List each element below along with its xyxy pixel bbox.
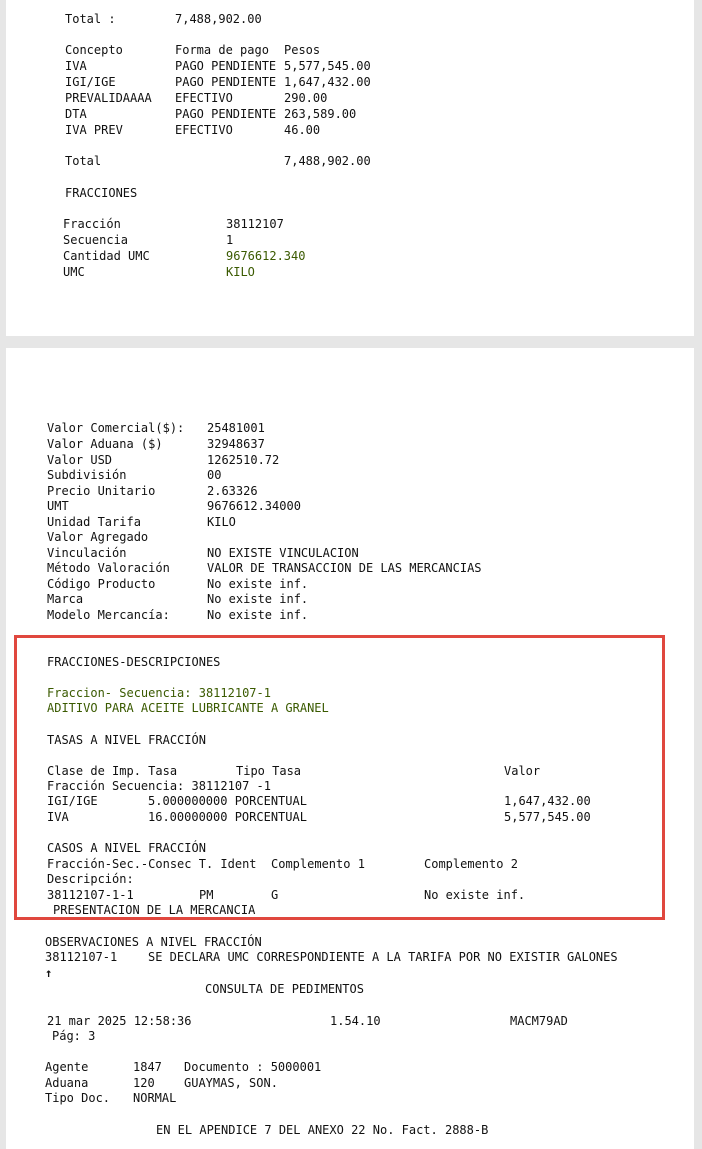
col-concepto: Concepto [65,43,123,57]
total-top-value: 7,488,902.00 [175,12,262,26]
agente-value: 1847 [133,1060,162,1074]
field-value: 32948637 [207,437,265,451]
umc-value: KILO [226,265,255,279]
forma-pago-cell: EFECTIVO [175,91,233,105]
tasas-header-tipo: Tipo Tasa [236,764,302,778]
field-label: Código Producto [47,577,156,591]
arrow-up-icon: ↑ [45,966,53,980]
concepto-cell: PREVALIDAAAA [65,91,152,105]
observacion-id: 38112107-1 [45,950,118,964]
caso-id: 38112107-1-1 [47,888,134,902]
total-top-label: Total : [65,12,116,26]
usuario: MACM79AD [510,1014,568,1028]
total-value: 7,488,902.00 [284,154,371,168]
observacion-text: SE DECLARA UMC CORRESPONDIENTE A LA TARIFA POR NO EXISTIR GALONES [148,950,618,964]
forma-pago-cell: PAGO PENDIENTE [175,107,277,121]
documento: Documento : 5000001 [184,1060,322,1074]
tasa-imp: IGI/IGE [47,794,98,808]
forma-pago-cell: PAGO PENDIENTE [175,59,277,73]
aduana-label: Aduana [45,1076,89,1090]
col-pesos: Pesos [284,43,321,57]
tasas-title: TASAS A NIVEL FRACCIÓN [47,733,206,747]
field-label: Vinculación [47,546,127,560]
casos-header-c1: Complemento 1 [271,857,365,871]
aduana-num: 120 [133,1076,155,1090]
field-value: 9676612.34000 [207,499,301,513]
caso-tipo-ident: PM [199,888,214,902]
presentacion-text: PRESENTACION DE LA MERCANCIA [53,903,256,917]
field-label: Método Valoración [47,561,170,575]
field-label: Valor Comercial($): [47,421,185,435]
field-value: VALOR DE TRANSACCION DE LAS MERCANCIAS [207,561,482,575]
casos-header-c2: Complemento 2 [424,857,518,871]
field-label: UMT [47,499,69,513]
field-value: No existe inf. [207,592,309,606]
pesos-cell: 5,577,545.00 [284,59,371,73]
tasa-tipo: 5.000000000 PORCENTUAL [148,794,307,808]
umc-label: UMC [63,265,85,279]
fraccion-value: 38112107 [226,217,284,231]
fracciones-title: FRACCIONES [65,186,138,200]
field-label: Precio Unitario [47,484,156,498]
concepto-cell: IVA PREV [65,123,123,137]
tipo-doc-value: NORMAL [133,1091,177,1105]
field-value: 1262510.72 [207,453,280,467]
observaciones-title: OBSERVACIONES A NIVEL FRACCIÓN [45,935,262,949]
field-label: Unidad Tarifa [47,515,141,529]
aduana-name: GUAYMAS, SON. [184,1076,278,1090]
field-value: 2.63326 [207,484,258,498]
concepto-cell: IVA [65,59,87,73]
field-value: NO EXISTE VINCULACION [207,546,359,560]
col-forma-pago: Forma de pago [175,43,269,57]
fraccion-secuencia-line: Fracción Secuencia: 38112107 -1 [47,779,271,793]
tipo-doc-label: Tipo Doc. [45,1091,111,1105]
secuencia-value: 1 [226,233,234,247]
concepto-cell: DTA [65,107,87,121]
pesos-cell: 263,589.00 [284,107,357,121]
casos-header-ident: Fracción-Sec.-Consec T. Ident [47,857,257,871]
field-value: 00 [207,468,222,482]
total-label: Total [65,154,102,168]
agente-label: Agente [45,1060,89,1074]
pesos-cell: 1,647,432.00 [284,75,371,89]
cantidad-umc-label: Cantidad UMC [63,249,150,263]
aditivo-desc: ADITIVO PARA ACEITE LUBRICANTE A GRANEL [47,701,329,715]
concepto-cell: IGI/IGE [65,75,116,89]
caso-complemento1: G [271,888,279,902]
cantidad-umc-value: 9676612.340 [226,249,306,263]
casos-title: CASOS A NIVEL FRACCIÓN [47,841,206,855]
footer-text: EN EL APENDICE 7 DEL ANEXO 22 No. Fact. 2888-B [156,1123,489,1137]
field-label: Valor USD [47,453,113,467]
field-value: No existe inf. [207,577,309,591]
caso-complemento2: No existe inf. [424,888,526,902]
field-label: Valor Agregado [47,530,149,544]
tasa-valor: 1,647,432.00 [504,794,591,808]
fecha-hora: 21 mar 2025 12:58:36 [47,1014,192,1028]
pesos-cell: 46.00 [284,123,321,137]
field-value: 25481001 [207,421,265,435]
pagina: Pág: 3 [52,1029,96,1043]
tasa-imp: IVA [47,810,69,824]
tasas-header-clase: Clase de Imp. Tasa [47,764,178,778]
field-label: Subdivisión [47,468,127,482]
field-value: No existe inf. [207,608,309,622]
secuencia-label: Secuencia [63,233,129,247]
version: 1.54.10 [330,1014,381,1028]
field-label: Marca [47,592,84,606]
tasas-header-valor: Valor [504,764,541,778]
field-label: Valor Aduana ($) [47,437,163,451]
fraccion-secuencia: Fraccion- Secuencia: 38112107-1 [47,686,271,700]
forma-pago-cell: EFECTIVO [175,123,233,137]
field-value: KILO [207,515,236,529]
consulta-title: CONSULTA DE PEDIMENTOS [205,982,364,996]
tasa-valor: 5,577,545.00 [504,810,591,824]
pesos-cell: 290.00 [284,91,328,105]
fraccion-label: Fracción [63,217,121,231]
forma-pago-cell: PAGO PENDIENTE [175,75,277,89]
descripcion-label: Descripción: [47,872,134,886]
desc-title: FRACCIONES-DESCRIPCIONES [47,655,221,669]
tasa-tipo: 16.00000000 PORCENTUAL [148,810,307,824]
field-label: Modelo Mercancía: [47,608,170,622]
